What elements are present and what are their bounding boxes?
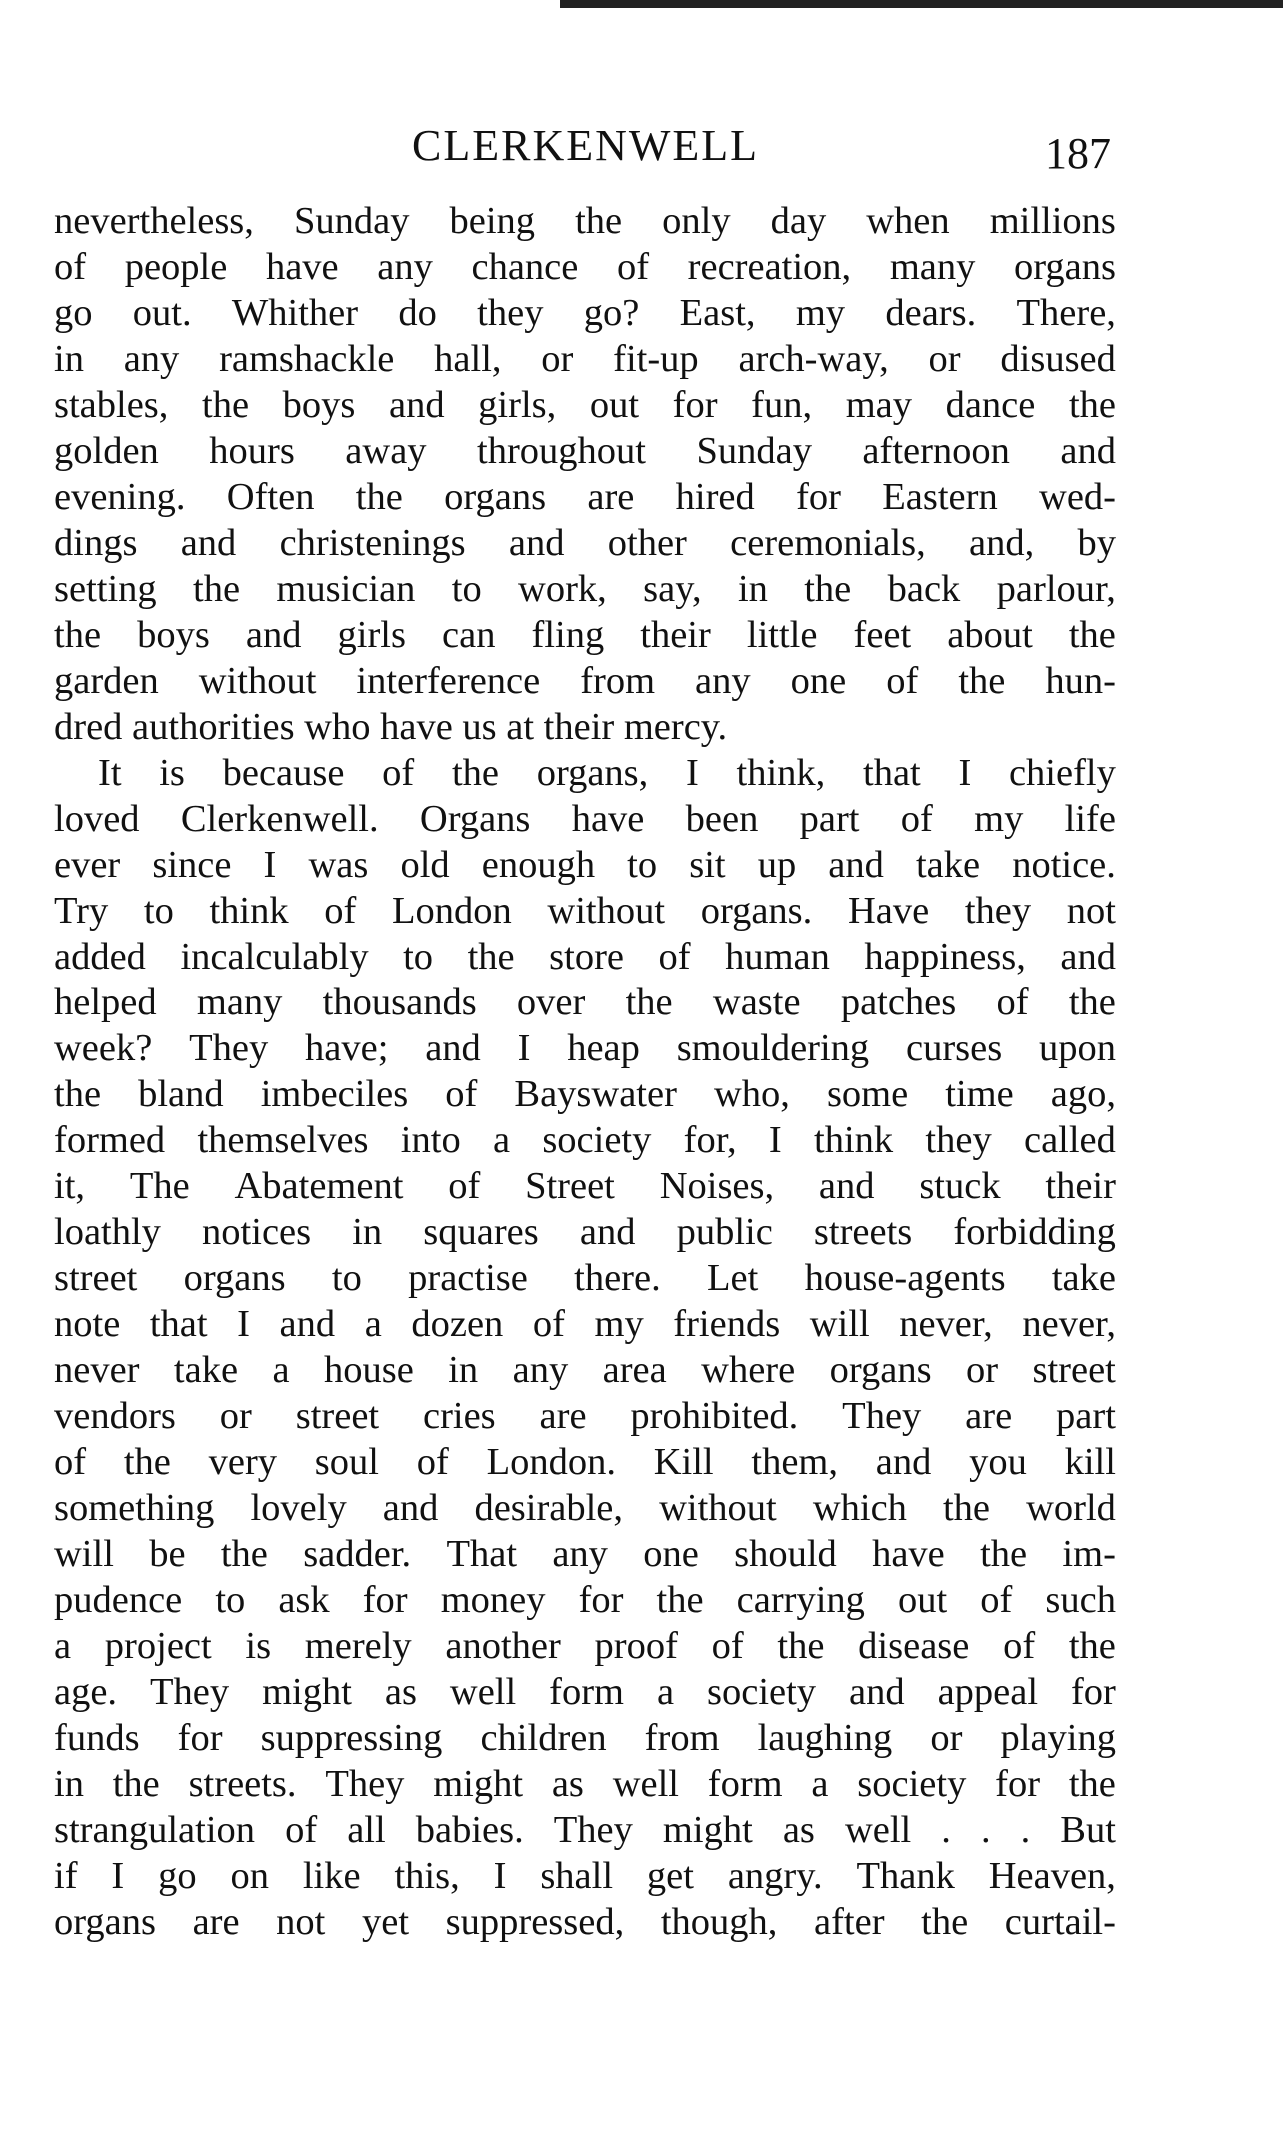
text-line: stables, the boys and girls, out for fun, may dance the (54, 383, 1116, 426)
text-line: dred authorities who have us at their mercy. (54, 705, 728, 748)
running-head (0, 118, 1283, 178)
text-line: added incalculably to the store of human happiness, and (54, 935, 1116, 978)
text-line: nevertheless, Sunday being the only day when millions (54, 200, 1116, 242)
text-line: street organs to practise there. Let house-agents take (54, 1257, 1116, 1300)
text-line: Try to think of London without organs. Have they not (54, 889, 1116, 932)
text-line: pudence to ask for money for the carrying out of such (54, 1579, 1116, 1622)
text-line: It is because of the organs, I think, that I chiefly (98, 751, 1116, 794)
text-line: garden without interference from any one of the hun- (54, 659, 1116, 702)
text-line: week? They have; and I heap smouldering curses upon (54, 1027, 1116, 1070)
text-line: of people have any chance of recreation, many organs (54, 245, 1116, 288)
text-line: the bland imbeciles of Bayswater who, some time ago, (54, 1073, 1116, 1116)
page-number: 187 (1045, 129, 1111, 178)
text-line: strangulation of all babies. They might as well . . . But (54, 1808, 1116, 1851)
text-line: will be the sadder. That any one should have the im- (54, 1533, 1116, 1576)
text-line: note that I and a dozen of my friends will never, never, (54, 1303, 1116, 1346)
text-line: funds for suppressing children from laughing or playing (54, 1716, 1116, 1759)
text-line: helped many thousands over the waste patches of the (54, 981, 1116, 1024)
text-line: loved Clerkenwell. Organs have been part of my life (54, 797, 1116, 840)
body-text (54, 199, 1116, 1946)
text-line: if I go on like this, I shall get angry. Thank Heaven, (54, 1854, 1116, 1897)
text-line: loathly notices in squares and public streets forbidding (54, 1211, 1116, 1254)
text-line: age. They might as well form a society and appeal for (54, 1671, 1116, 1713)
text-line: never take a house in any area where organs or street (54, 1349, 1116, 1392)
running-title: CLERKENWELL (412, 121, 760, 170)
text-line: in the streets. They might as well form a society for the (54, 1762, 1116, 1805)
text-line: a project is merely another proof of the disease of the (54, 1625, 1116, 1668)
text-line: evening. Often the organs are hired for Eastern wed- (54, 475, 1116, 518)
text-line: organs are not yet suppressed, though, after the curtail- (54, 1900, 1116, 1943)
text-line: of the very soul of London. Kill them, and you kill (54, 1441, 1116, 1484)
text-line: the boys and girls can fling their little feet about the (54, 613, 1116, 656)
text-line: vendors or street cries are prohibited. They are part (54, 1395, 1116, 1438)
text-line: dings and christenings and other ceremonials, and, by (54, 521, 1116, 564)
text-line: go out. Whither do they go? East, my dears. There, (54, 291, 1116, 334)
text-line: something lovely and desirable, without which the world (54, 1487, 1116, 1530)
text-line: in any ramshackle hall, or fit-up arch-way, or disused (54, 337, 1116, 380)
text-line: golden hours away throughout Sunday afternoon and (54, 429, 1116, 472)
text-line: ever since I was old enough to sit up and take notice. (54, 843, 1116, 886)
text-line: it, The Abatement of Street Noises, and stuck their (54, 1165, 1116, 1208)
text-line: setting the musician to work, say, in the back parlour, (54, 567, 1116, 610)
text-line: formed themselves into a society for, I think they called (54, 1119, 1116, 1162)
top-edge-rule (560, 0, 1283, 8)
